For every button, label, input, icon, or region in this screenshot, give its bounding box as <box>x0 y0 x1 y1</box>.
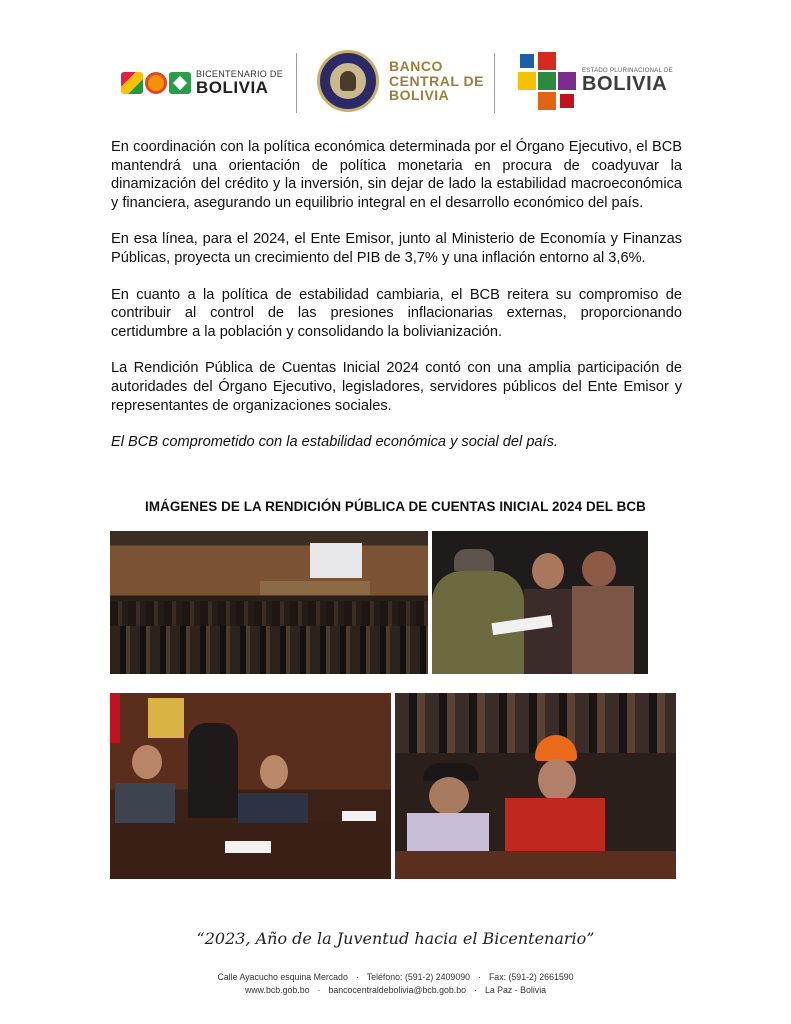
footer-motto: “2023, Año de la Juventud hacia el Bicentenario” <box>196 929 595 948</box>
letterhead <box>0 48 791 118</box>
bcb-logo-line1: BANCO <box>389 57 443 74</box>
bcb-seal-icon <box>317 50 379 112</box>
attendees-signing-photo <box>432 531 648 674</box>
bicentenario-logo-small-text: BICENTENARIO DE <box>196 69 284 79</box>
footer-phone: Teléfono: (591-2) 2409090 <box>366 972 470 982</box>
footer-contact: Calle Ayacucho esquina Mercado · Teléfono: (591-2) 2409090 · Fax: (591-2) 2661590 www.bcb.gob.bo · bancocentraldebolivia@bcb.gob.bo · La Paz - Bolivia <box>217 972 574 995</box>
press-release-body <box>111 138 682 470</box>
chakana-emblem-icon <box>518 52 576 110</box>
header-divider <box>494 53 495 113</box>
bicentenario-logo-big-text: BOLIVIA <box>196 78 269 97</box>
bcb-logo <box>317 50 484 112</box>
estado-logo-big-text: BOLIVIA <box>582 73 668 95</box>
paragraph: En esa línea, para el 2024, el Ente Emisor, junto al Ministerio de Economía y Finanzas Públicas, proyecta un crecimiento del PIB de 3,7% y una inflación entorno al 3,6%. <box>111 231 682 266</box>
paragraph: En cuanto a la política de estabilidad cambiaria, el BCB reitera su compromiso de contribuir al control de las presiones inflacionarias externas, proporcionando certidumbre a la población y consolidando la bolivianización. <box>111 286 682 340</box>
header-divider <box>296 53 297 113</box>
footer-fax: Fax: (591-2) 2661590 <box>488 972 574 982</box>
footer-address: Calle Ayacucho esquina Mercado <box>217 972 348 982</box>
footer-website-link[interactable]: www.bcb.gob.bo <box>244 985 310 995</box>
head-table-photo <box>110 693 391 879</box>
auditorium-photo <box>110 531 428 674</box>
footer-city: La Paz - Bolivia <box>484 985 547 995</box>
bicentenario-logo <box>121 70 283 96</box>
bcb-logo-line2: CENTRAL DE <box>389 72 484 89</box>
bcb-logo-line3: BOLIVIA <box>389 87 450 104</box>
bicentenario-emblem-icon <box>121 72 191 94</box>
audience-photo <box>395 693 676 879</box>
estado-logo-small-text: ESTADO PLURINACIONAL DE <box>582 68 673 74</box>
paragraph: En coordinación con la política económica determinada por el Órgano Ejecutivo, el BCB mantendrá una orientación de política monetaria en procura de coadyuvar la dinamización del crédito y la inversión, sin dejar de lado la estabilidad macroeconómica y financiera, asegurando un equilibrio integral en el desarrollo económico del país. <box>111 139 682 211</box>
paragraph: La Rendición Pública de Cuentas Inicial 2024 contó con una amplia participación de autoridades del Órgano Ejecutivo, legisladores, servidores públicos del Ente Emisor y representantes de organizaciones sociales. <box>111 360 682 414</box>
tagline: El BCB comprometido con la estabilidad económica y social del país. <box>111 434 558 451</box>
photos-section-title: IMÁGENES DE LA RENDICIÓN PÚBLICA DE CUENTAS INICIAL 2024 DEL BCB <box>145 499 646 514</box>
estado-plurinacional-logo <box>518 52 673 110</box>
footer-email-link[interactable]: bancocentraldebolivia@bcb.gob.bo <box>328 985 466 995</box>
